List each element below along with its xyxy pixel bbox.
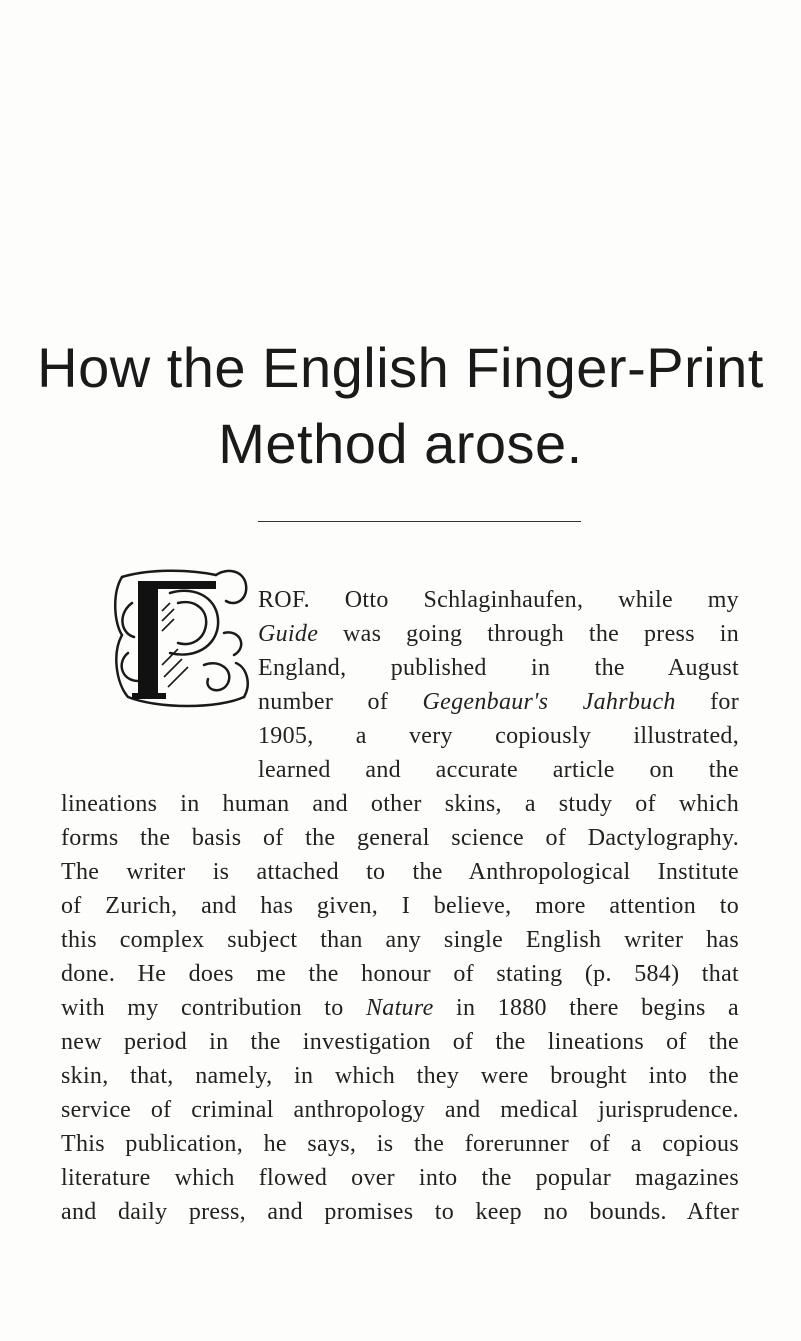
line-text: The writer is attached to the Anthropological Institute xyxy=(61,859,739,885)
line-text: done. He does me the honour of stating (p. 584) that xyxy=(61,961,739,987)
paragraph-line xyxy=(61,821,739,855)
line-text: learned and accurate article on the xyxy=(258,757,739,783)
italic-title-guide: Guide xyxy=(258,621,319,647)
paragraph-line xyxy=(61,991,739,1025)
paragraph-line xyxy=(258,753,739,787)
chapter-title-line-1: How the English Finger-Print xyxy=(37,336,764,399)
line-text: was going through the press in xyxy=(318,621,739,647)
paragraph-line xyxy=(258,651,739,685)
paragraph-line xyxy=(61,1025,739,1059)
chapter-title-line-2: Method arose. xyxy=(218,412,583,475)
paragraph-line xyxy=(61,1127,739,1161)
paragraph-line xyxy=(61,1161,739,1195)
line-text: ROF. Otto Schlaginhaufen, while my xyxy=(258,587,739,613)
italic-title-nature: Nature xyxy=(365,995,434,1021)
line-text: for xyxy=(675,689,740,715)
line-text: England, published in the August xyxy=(258,655,739,681)
line-text: lineations in human and other skins, a study of which xyxy=(61,791,739,817)
paragraph-line xyxy=(61,957,739,991)
line-text: with my contribution to xyxy=(61,995,366,1021)
line-text: skin, that, namely, in which they were brought into the xyxy=(61,1063,739,1089)
paragraph-line xyxy=(61,889,739,923)
line-text: number of xyxy=(258,689,423,715)
paragraph-line xyxy=(61,1093,739,1127)
paragraph-line xyxy=(61,855,739,889)
line-text: of Zurich, and has given, I believe, more attention to xyxy=(61,893,739,919)
line-text: 1905, a very copiously illustrated, xyxy=(258,723,739,749)
italic-title-jahrbuch: Gegenbaur's Jahrbuch xyxy=(422,689,676,715)
paragraph-line xyxy=(61,787,739,821)
line-text: This publication, he says, is the forerunner of a copious xyxy=(61,1131,739,1157)
line-text: and daily press, and promises to keep no bounds. After xyxy=(61,1199,739,1225)
line-text: new period in the investigation of the lineations of the xyxy=(61,1029,739,1055)
paragraph-line xyxy=(258,617,739,651)
paragraph-line xyxy=(258,719,739,753)
paragraph-line xyxy=(61,1059,739,1093)
paragraph-line xyxy=(258,685,739,719)
line-text: service of criminal anthropology and medical jurisprudence. xyxy=(61,1097,739,1123)
line-text: literature which flowed over into the popular magazines xyxy=(61,1165,739,1191)
title-divider xyxy=(258,521,581,522)
paragraph-line xyxy=(61,923,739,957)
ornamental-initial-p-icon xyxy=(108,563,256,711)
paragraph-line xyxy=(258,583,739,617)
line-text: this complex subject than any single English writer has xyxy=(61,927,739,953)
line-text: in 1880 there begins a xyxy=(433,995,739,1021)
paragraph-line xyxy=(61,1195,739,1229)
line-text: forms the basis of the general science of Dactylography. xyxy=(61,825,739,851)
